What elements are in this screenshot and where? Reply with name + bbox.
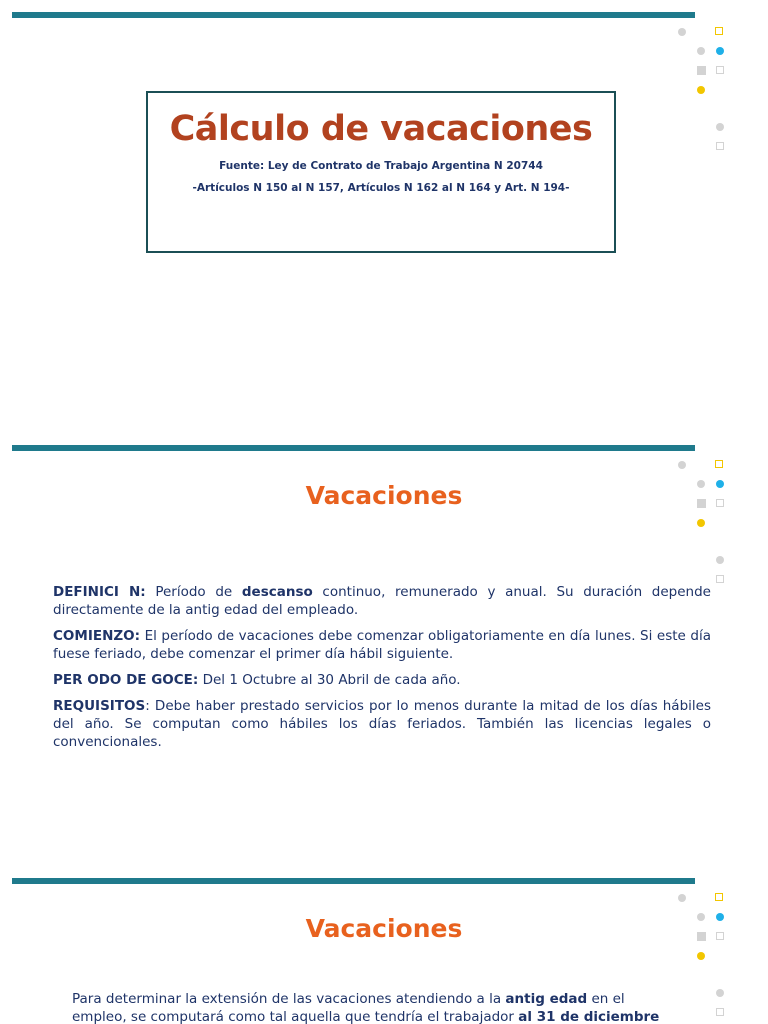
requirements-paragraph: REQUISITOS: Debe haber prestado servicios por lo menos durante la mitad de los días hábiles del año. Se computan como hábiles los días feriados. También las licencias legales o convencionales.	[53, 698, 711, 750]
slide-3	[0, 866, 768, 1024]
slide-1	[0, 0, 768, 440]
source-line: Fuente: Ley de Contrato de Trabajo Argentina N 20744	[219, 160, 543, 172]
articles-line: -Artículos N 150 al N 157, Artículos N 162 al N 164 y Art. N 194-	[192, 182, 570, 194]
slide-top-bar	[12, 12, 695, 18]
body-text	[72, 990, 712, 1024]
intro-paragraph: Para determinar la extensión de las vacaciones atendiendo a la antig edad en el empleo, se computará como tal aquella que tendría el trabajador al 31 de diciembre	[72, 991, 660, 1024]
slide-top-bar	[12, 878, 695, 884]
section-title: Vacaciones	[305, 481, 463, 510]
section-title: Vacaciones	[305, 914, 463, 943]
title-box	[146, 91, 616, 253]
body-text	[53, 583, 711, 759]
slide-2	[0, 433, 768, 873]
period-paragraph: PER ODO DE GOCE: Del 1 Octubre al 30 Abril de cada año.	[53, 672, 461, 688]
definition-paragraph: DEFINICI N: Período de descanso continuo, remunerado y anual. Su duración depende directamente de la antig edad del empleado.	[53, 584, 711, 618]
slide-top-bar	[12, 445, 695, 451]
page-title: Cálculo de vacaciones	[169, 109, 593, 149]
start-paragraph: COMIENZO: El período de vacaciones debe comenzar obligatoriamente en día lunes. Si este día fuese feriado, debe comenzar el primer día hábil siguiente.	[53, 628, 711, 662]
